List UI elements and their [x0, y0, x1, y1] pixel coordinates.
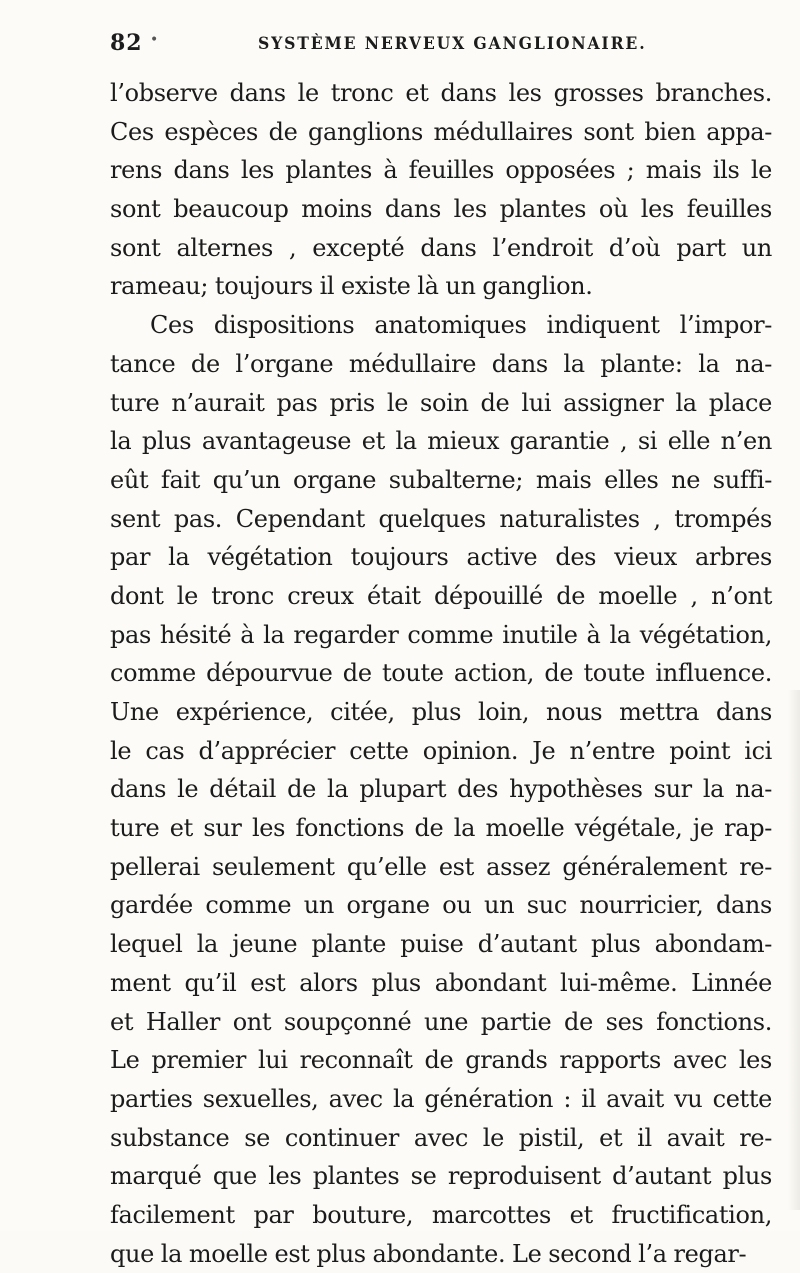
text-line: le cas d’apprécier cette opinion. Je n’entre point ici [110, 736, 772, 765]
text-line: ment qu’il est alors plus abondant lui-même. Linnée [110, 968, 772, 997]
text-line: Le premier lui reconnaît de grands rapports avec les [110, 1046, 772, 1075]
text-line: ture n’aurait pas pris le soin de lui assigner la place [110, 388, 772, 417]
text-line: la plus avantageuse et la mieux garantie , si elle n’en [110, 427, 772, 456]
page-number: 82 [110, 30, 143, 56]
text-line: dont le tronc creux était dépouillé de moelle , n’ont [110, 581, 772, 610]
text-line: sent pas. Cependant quelques naturalistes , trompés [110, 504, 772, 533]
page-edge-shadow [788, 690, 800, 1210]
header-mark: • [150, 32, 159, 48]
text-line: et Haller ont soupçonné une partie de ses fonctions. [110, 1007, 772, 1036]
text-line: rens dans les plantes à feuilles opposées ; mais ils le [110, 156, 772, 185]
text-line: substance se continuer avec le pistil, et il avait re- [110, 1123, 772, 1152]
text-line: Ces espèces de ganglions médullaires sont bien appa- [110, 117, 772, 146]
text-line: pas hésité à la regarder comme inutile à la végétation, [110, 620, 772, 649]
text-line: rameau; toujours il existe là un ganglion. [110, 272, 593, 301]
page-header [110, 30, 770, 62]
body-text [110, 74, 790, 1273]
text-line: gardée comme un organe ou un suc nourricier, dans [110, 891, 772, 920]
text-line: Une expérience, citée, plus loin, nous mettra dans [110, 698, 772, 726]
text-line: pellerai seulement qu’elle est assez généralement re- [110, 852, 772, 881]
text-line: facilement par bouture, marcottes et fructification, [110, 1200, 772, 1229]
text-line: ture et sur les fonctions de la moelle végétale, je rap- [110, 814, 772, 843]
text-line: que la moelle est plus abondante. Le second l’a regar- [110, 1239, 747, 1268]
text-line: parties sexuelles, avec la génération : il avait vu cette [110, 1084, 772, 1113]
text-line: sont beaucoup moins dans les plantes où les feuilles [110, 195, 772, 224]
text-line: eût fait qu’un organe subalterne; mais elles ne suffi- [110, 465, 772, 494]
text-line: par la végétation toujours active des vieux arbres [110, 543, 772, 572]
text-line: lequel la jeune plante puise d’autant plus abondam- [110, 930, 772, 959]
running-title: SYSTÈME NERVEUX GANGLIONAIRE. [258, 34, 647, 54]
text-line: comme dépourvue de toute action, de toute influence. [110, 659, 772, 688]
text-line: dans le détail de la plupart des hypothèses sur la na- [110, 775, 772, 804]
text-line: Ces dispositions anatomiques indiquent l’impor- [150, 311, 772, 340]
text-line: tance de l’organe médullaire dans la plante: la na- [110, 349, 772, 378]
text-line: marqué que les plantes se reproduisent d’autant plus [110, 1162, 772, 1191]
text-line: l’observe dans le tronc et dans les grosses branches. [110, 79, 772, 107]
text-line: sont alternes , excepté dans l’endroit d’où part un [110, 233, 772, 262]
